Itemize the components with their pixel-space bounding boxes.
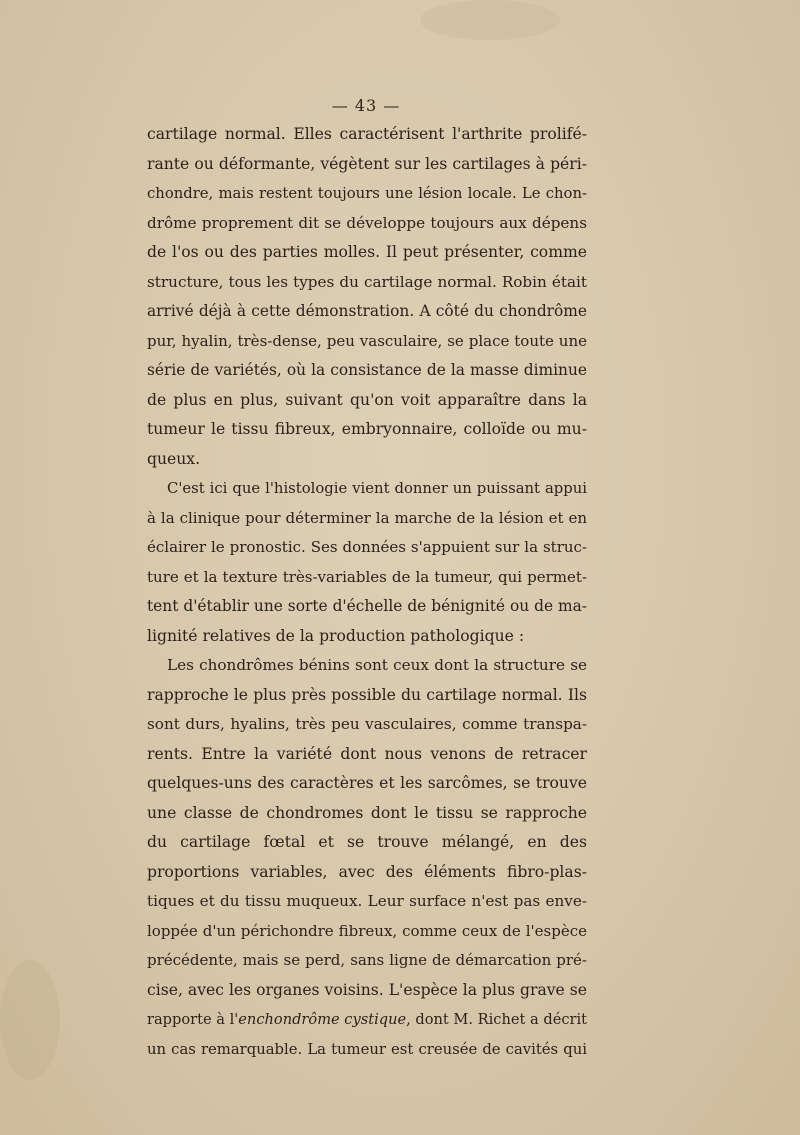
body-text (147, 120, 587, 1064)
text-line: pur, hyalin, très-dense, peu vasculaire, se place toute une (147, 331, 587, 350)
paper-stain (420, 0, 560, 40)
text-line: tumeur le tissu fibreux, embryonnaire, colloïde ou mu- (147, 420, 587, 438)
text-line: éclairer le pronostic. Ses données s'appuient sur la struc- (147, 538, 587, 556)
text-line: lignité relatives de la production pathologique : (147, 626, 525, 645)
text-line: sont durs, hyalins, très peu vasculaires, comme transpa- (147, 715, 587, 733)
page-number: — 43 — (331, 96, 401, 115)
text-line: tent d'établir une sorte d'échelle de bénignité ou de ma- (147, 597, 587, 615)
text-line: du cartilage fœtal et se trouve mélangé, en des (147, 833, 587, 851)
text-line: ture et la texture très-variables de la tumeur, qui permet- (147, 567, 587, 586)
text-line: un cas remarquable. La tumeur est creusée de cavités qui (147, 1040, 587, 1058)
text-line: rante ou déformante, végètent sur les cartilages à péri- (147, 154, 587, 173)
text-line: drôme proprement dit se développe toujours aux dépens (147, 213, 587, 232)
text-line: rents. Entre la variété dont nous venons de retracer (147, 744, 587, 763)
text-line: une classe de chondromes dont le tissu se rapproche (147, 803, 587, 822)
text-line: queux. (147, 449, 201, 468)
text-line: arrivé déjà à cette démonstration. A côté du chondrôme (147, 302, 587, 320)
paper-stain (0, 960, 60, 1080)
italic-term: enchondrôme cystique (238, 1011, 407, 1028)
text-line: structure, tous les types du cartilage normal. Robin était (147, 272, 587, 291)
text-line: cise, avec les organes voisins. L'espèce la plus grave se (147, 980, 587, 999)
text-line: proportions variables, avec des éléments fibro-plas- (147, 862, 587, 881)
text-line: quelques-uns des caractères et les sarcômes, se trouve (147, 774, 587, 792)
text-line: C'est ici que l'histologie vient donner un puissant appui (167, 480, 587, 497)
text-line: de plus en plus, suivant qu'on voit apparaître dans la (147, 390, 587, 409)
text-segment: , dont M. Richet a décrit (406, 1011, 587, 1028)
text-line: série de variétés, où la consistance de la masse diminue (147, 361, 587, 379)
text-segment: rapporte à l' (147, 1011, 239, 1028)
text-line: loppée d'un périchondre fibreux, comme ceux de l'espèce (147, 921, 587, 940)
text-line: précédente, mais se perd, sans ligne de démarcation pré- (147, 951, 587, 969)
text-line: cartilage normal. Elles caractérisent l'arthrite prolifé- (147, 125, 587, 143)
text-line: Les chondrômes bénins sont ceux dont la structure se (167, 656, 587, 674)
text-line: de l'os ou des parties molles. Il peut présenter, comme (147, 243, 587, 261)
text-line: chondre, mais restent toujours une lésion locale. Le chon- (147, 185, 587, 202)
text-line: à la clinique pour déterminer la marche de la lésion et en (147, 508, 587, 527)
text-line: rapproche le plus près possible du cartilage normal. Ils (147, 685, 587, 704)
text-line: tiques et du tissu muqueux. Leur surface n'est pas enve- (147, 892, 587, 910)
text-line (147, 1005, 587, 1035)
